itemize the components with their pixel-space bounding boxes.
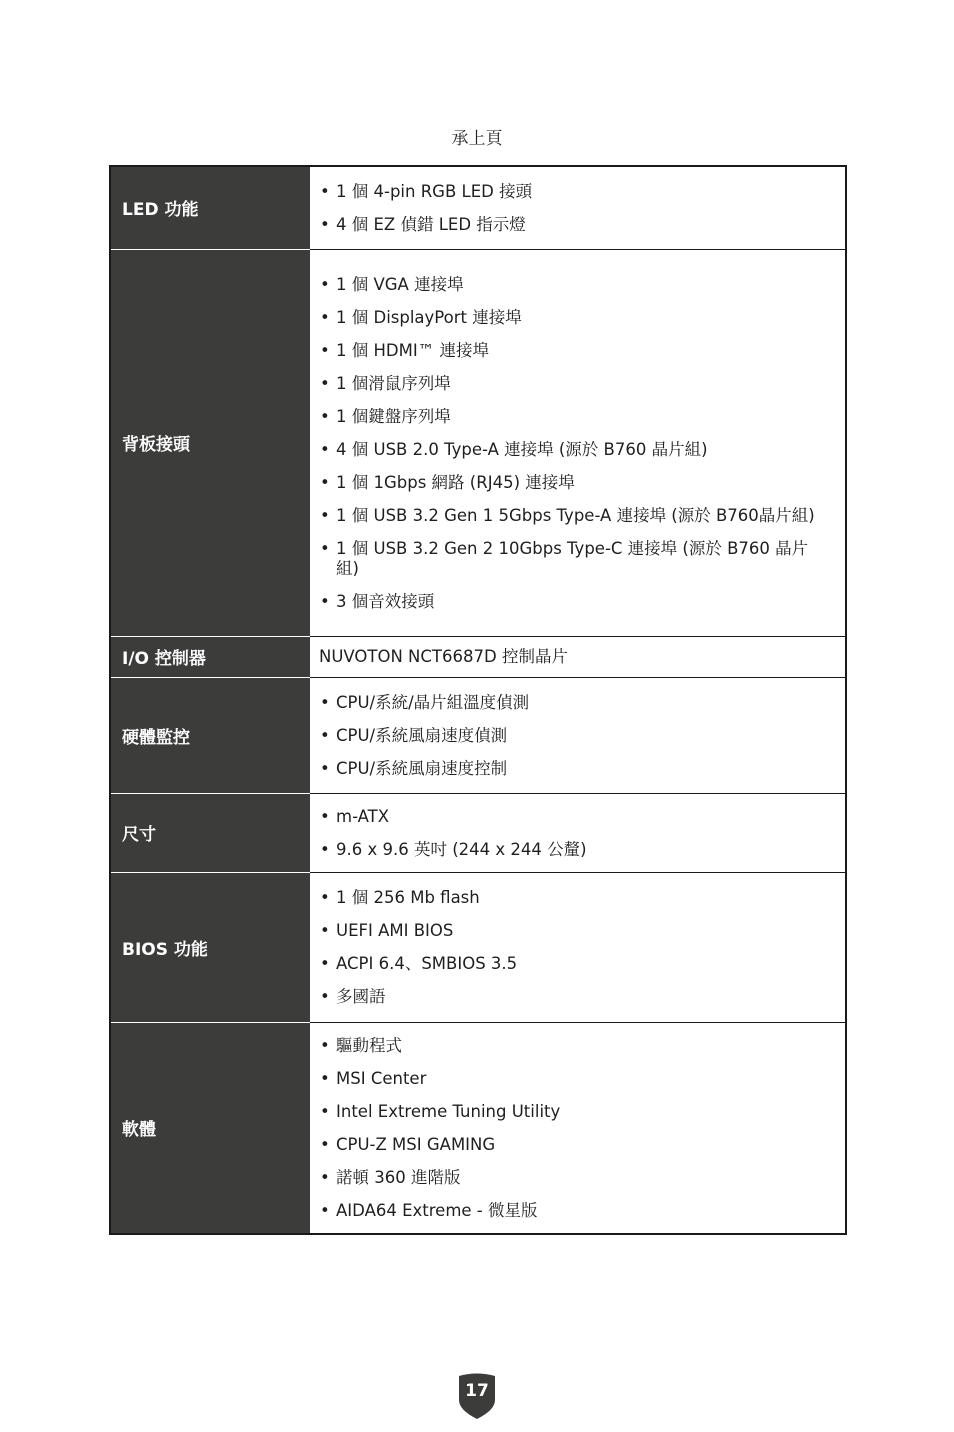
list-item: • 3 個音效接頭 <box>319 592 825 612</box>
specifications-table <box>109 165 847 1235</box>
spec-label: 尺寸 <box>110 793 310 872</box>
list-item: • 1 個 HDMI™ 連接埠 <box>319 341 825 361</box>
spec-value: NUVOTON NCT6687D 控制晶片 <box>310 636 846 677</box>
spec-row-bios <box>110 872 846 1022</box>
list-item: • AIDA64 Extreme - 微星版 <box>319 1201 825 1221</box>
spec-label: 背板接頭 <box>110 249 310 636</box>
spec-label: BIOS 功能 <box>110 872 310 1022</box>
spec-label: LED 功能 <box>110 166 310 249</box>
list-item: • 1 個 USB 3.2 Gen 2 10Gbps Type-C 連接埠 (源於 B760 晶片組) <box>319 539 825 579</box>
list-item: • 9.6 x 9.6 英吋 (244 x 244 公釐) <box>319 840 825 860</box>
spec-row-led <box>110 166 846 249</box>
spec-row-hardware-monitor <box>110 677 846 793</box>
spec-row-software <box>110 1022 846 1234</box>
list-item: • 驅動程式 <box>319 1036 825 1056</box>
spec-value <box>310 793 846 872</box>
list-item: • CPU/系統風扇速度控制 <box>319 759 825 779</box>
list-item: • 1 個 VGA 連接埠 <box>319 275 825 295</box>
spec-row-io-controller <box>110 636 846 677</box>
list-item: • 1 個 256 Mb flash <box>319 888 825 908</box>
spec-label: 軟體 <box>110 1022 310 1234</box>
list-item: • 4 個 EZ 偵錯 LED 指示燈 <box>319 215 825 235</box>
list-item: • Intel Extreme Tuning Utility <box>319 1102 825 1122</box>
spec-value <box>310 1022 846 1234</box>
list-item: • MSI Center <box>319 1069 825 1089</box>
spec-label: 硬體監控 <box>110 677 310 793</box>
page-number-badge <box>457 1372 497 1420</box>
list-item: • 1 個 DisplayPort 連接埠 <box>319 308 825 328</box>
list-item: • CPU-Z MSI GAMING <box>319 1135 825 1155</box>
spec-row-rear-io <box>110 249 846 636</box>
spec-row-dimensions <box>110 793 846 872</box>
list-item: • 4 個 USB 2.0 Type-A 連接埠 (源於 B760 晶片組) <box>319 440 825 460</box>
list-item: • m-ATX <box>319 807 825 827</box>
continued-from-previous-page: 承上頁 <box>451 129 503 149</box>
list-item: • 1 個鍵盤序列埠 <box>319 407 825 427</box>
list-item: • 1 個 USB 3.2 Gen 1 5Gbps Type-A 連接埠 (源於 B760晶片組) <box>319 506 825 526</box>
list-item: • 1 個 1Gbps 網路 (RJ45) 連接埠 <box>319 473 825 493</box>
list-item: • 多國語 <box>319 987 825 1007</box>
list-item: • 1 個滑鼠序列埠 <box>319 374 825 394</box>
page-number: 17 <box>465 1381 489 1401</box>
list-item: • 諾頓 360 進階版 <box>319 1168 825 1188</box>
list-item: • CPU/系統風扇速度偵測 <box>319 726 825 746</box>
spec-value <box>310 872 846 1022</box>
list-item: • ACPI 6.4、SMBIOS 3.5 <box>319 954 825 974</box>
list-item: • UEFI AMI BIOS <box>319 921 825 941</box>
spec-label: I/O 控制器 <box>110 636 310 677</box>
spec-value <box>310 677 846 793</box>
list-item: • 1 個 4-pin RGB LED 接頭 <box>319 182 825 202</box>
spec-value <box>310 249 846 636</box>
list-item: • CPU/系統/晶片組溫度偵測 <box>319 693 825 713</box>
spec-value <box>310 166 846 249</box>
